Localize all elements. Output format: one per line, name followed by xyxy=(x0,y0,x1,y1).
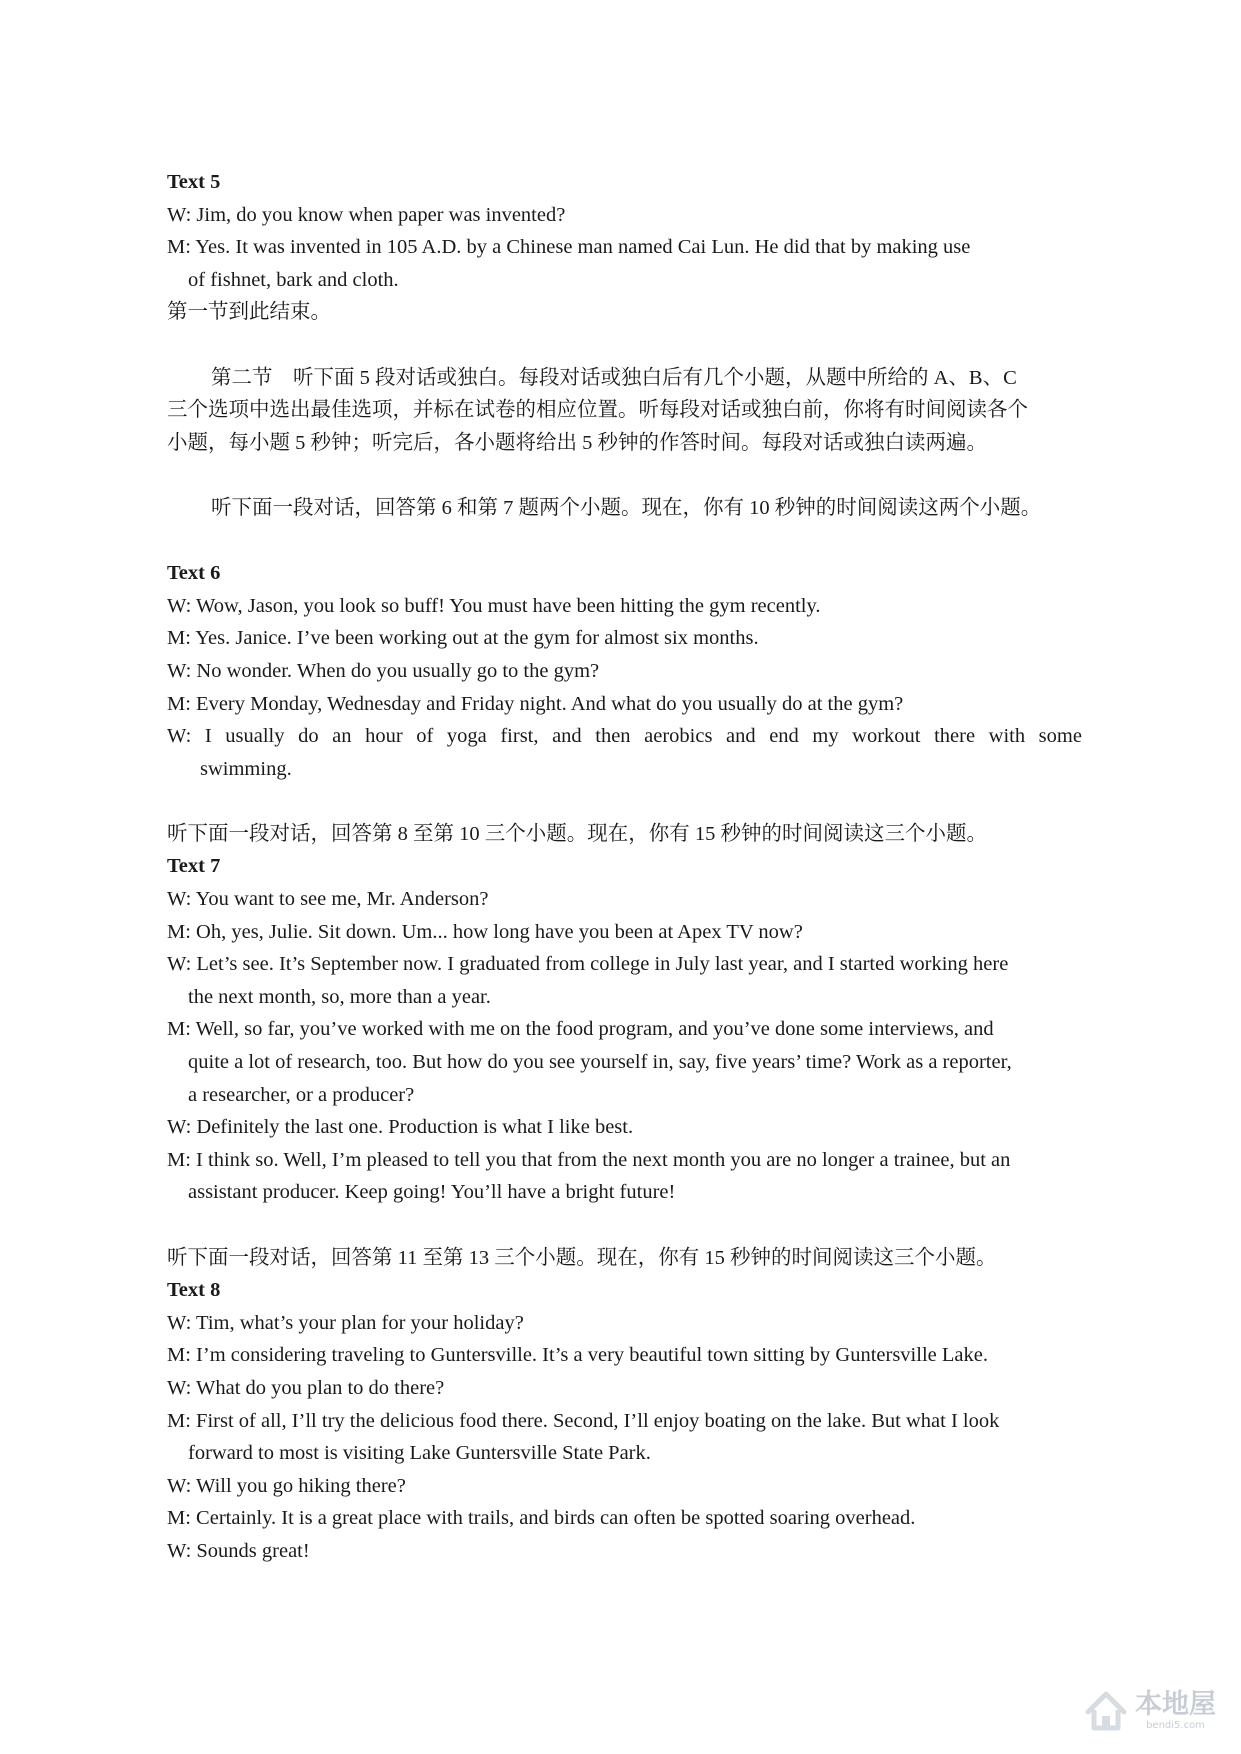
dialogue-line: M: I think so. Well, I’m pleased to tell you that from the next month you are no longer a trainee, but an xyxy=(167,1148,1011,1171)
dialogue-line: W: Wow, Jason, you look so buff! You must have been hitting the gym recently. xyxy=(167,594,821,617)
question-instruction: 听下面一段对话，回答第 6 和第 7 题两个小题。现在，你有 10 秒钟的时间阅读这两个小题。 xyxy=(211,496,1042,519)
dialogue-line: W: Jim, do you know when paper was invented? xyxy=(167,203,566,226)
dialogue-line: M: I’m considering traveling to Guntersville. It’s a very beautiful town sitting by Guntersville Lake. xyxy=(167,1344,988,1367)
dialogue-line-justified xyxy=(167,720,1082,753)
text5-heading: Text 5 xyxy=(167,171,221,193)
word: an xyxy=(332,725,352,748)
dialogue-line: W: No wonder. When do you usually go to the gym? xyxy=(167,659,600,682)
word: aerobics xyxy=(644,725,713,748)
word: then xyxy=(595,725,631,748)
word: yoga xyxy=(446,725,487,748)
word: my xyxy=(812,725,839,748)
dialogue-line-continued: a researcher, or a producer? xyxy=(188,1083,415,1106)
section-end-note: 第一节到此结束。 xyxy=(167,301,331,324)
word: W: xyxy=(167,725,192,748)
word: first, xyxy=(500,725,539,748)
dialogue-line: W: Will you go hiking there? xyxy=(167,1474,406,1497)
question-instruction: 听下面一段对话，回答第 11 至第 13 三个小题。现在，你有 15 秒钟的时间阅读这三个小题。 xyxy=(167,1246,997,1269)
dialogue-line: M: Well, so far, you’ve worked with me on the food program, and you’ve done some interviews, and xyxy=(167,1018,994,1041)
dialogue-line-continued: assistant producer. Keep going! You’ll have a bright future! xyxy=(188,1181,676,1204)
section2-instruction: 小题，每小题 5 秒钟；听完后，各小题将给出 5 秒钟的作答时间。每段对话或独白读两遍。 xyxy=(167,431,987,454)
word: of xyxy=(416,725,434,748)
dialogue-line: M: Every Monday, Wednesday and Friday night. And what do you usually do at the gym? xyxy=(167,692,904,715)
word: and xyxy=(552,725,582,748)
document-page xyxy=(167,166,1082,1568)
dialogue-line-continued: the next month, so, more than a year. xyxy=(188,985,491,1008)
dialogue-line: W: Definitely the last one. Production is what I like best. xyxy=(167,1116,634,1139)
word: usually xyxy=(225,725,285,748)
text8-heading: Text 8 xyxy=(167,1279,221,1302)
word: with xyxy=(988,725,1026,748)
dialogue-line-continued: forward to most is visiting Lake Guntersville State Park. xyxy=(188,1442,651,1465)
dialogue-line: M: First of all, I’ll try the delicious food there. Second, I’ll enjoy boating on the lake. But what I look xyxy=(167,1409,1000,1432)
word: and xyxy=(726,725,756,748)
dialogue-line: M: Yes. Janice. I’ve been working out at the gym for almost six months. xyxy=(167,627,759,650)
dialogue-line: M: Oh, yes, Julie. Sit down. Um... how long have you been at Apex TV now? xyxy=(167,920,803,943)
watermark-url: bendi5.com xyxy=(1146,1720,1205,1731)
dialogue-line-continued: swimming. xyxy=(200,757,292,780)
word: some xyxy=(1038,725,1082,748)
dialogue-line-continued: of fishnet, bark and cloth. xyxy=(188,268,399,291)
dialogue-line: M: Certainly. It is a great place with trails, and birds can often be spotted soaring overhead. xyxy=(167,1507,916,1530)
word: I xyxy=(204,725,212,748)
word: do xyxy=(298,725,319,748)
dialogue-line: M: Yes. It was invented in 105 A.D. by a Chinese man named Cai Lun. He did that by making use xyxy=(167,236,971,259)
word: there xyxy=(934,725,976,748)
word: end xyxy=(769,725,799,748)
dialogue-line: W: You want to see me, Mr. Anderson? xyxy=(167,888,489,911)
word: hour xyxy=(365,725,403,748)
watermark-text: 本地屋 xyxy=(1135,1689,1216,1720)
word: workout xyxy=(852,725,921,748)
dialogue-line-continued: quite a lot of research, too. But how do you see yourself in, say, five years’ time? Work as a reporter, xyxy=(188,1051,1012,1074)
section2-instruction: 第二节 听下面 5 段对话或独白。每段对话或独白后有几个小题，从题中所给的 A、B、C xyxy=(211,366,1017,389)
dialogue-line: W: What do you plan to do there? xyxy=(167,1376,445,1399)
dialogue-line: W: Sounds great! xyxy=(167,1539,310,1562)
dialogue-line: W: Let’s see. It’s September now. I graduated from college in July last year, and I started working here xyxy=(167,953,1009,976)
watermark-logo xyxy=(1083,1682,1223,1740)
text7-heading: Text 7 xyxy=(167,855,221,878)
question-instruction: 听下面一段对话，回答第 8 至第 10 三个小题。现在，你有 15 秒钟的时间阅读这三个小题。 xyxy=(167,822,987,845)
text6-heading: Text 6 xyxy=(167,562,221,585)
section2-instruction: 三个选项中选出最佳选项，并标在试卷的相应位置。听每段对话或独白前，你将有时间阅读各个 xyxy=(167,399,1028,422)
dialogue-line: W: Tim, what’s your plan for your holiday? xyxy=(167,1311,524,1334)
house-icon xyxy=(1083,1688,1129,1734)
